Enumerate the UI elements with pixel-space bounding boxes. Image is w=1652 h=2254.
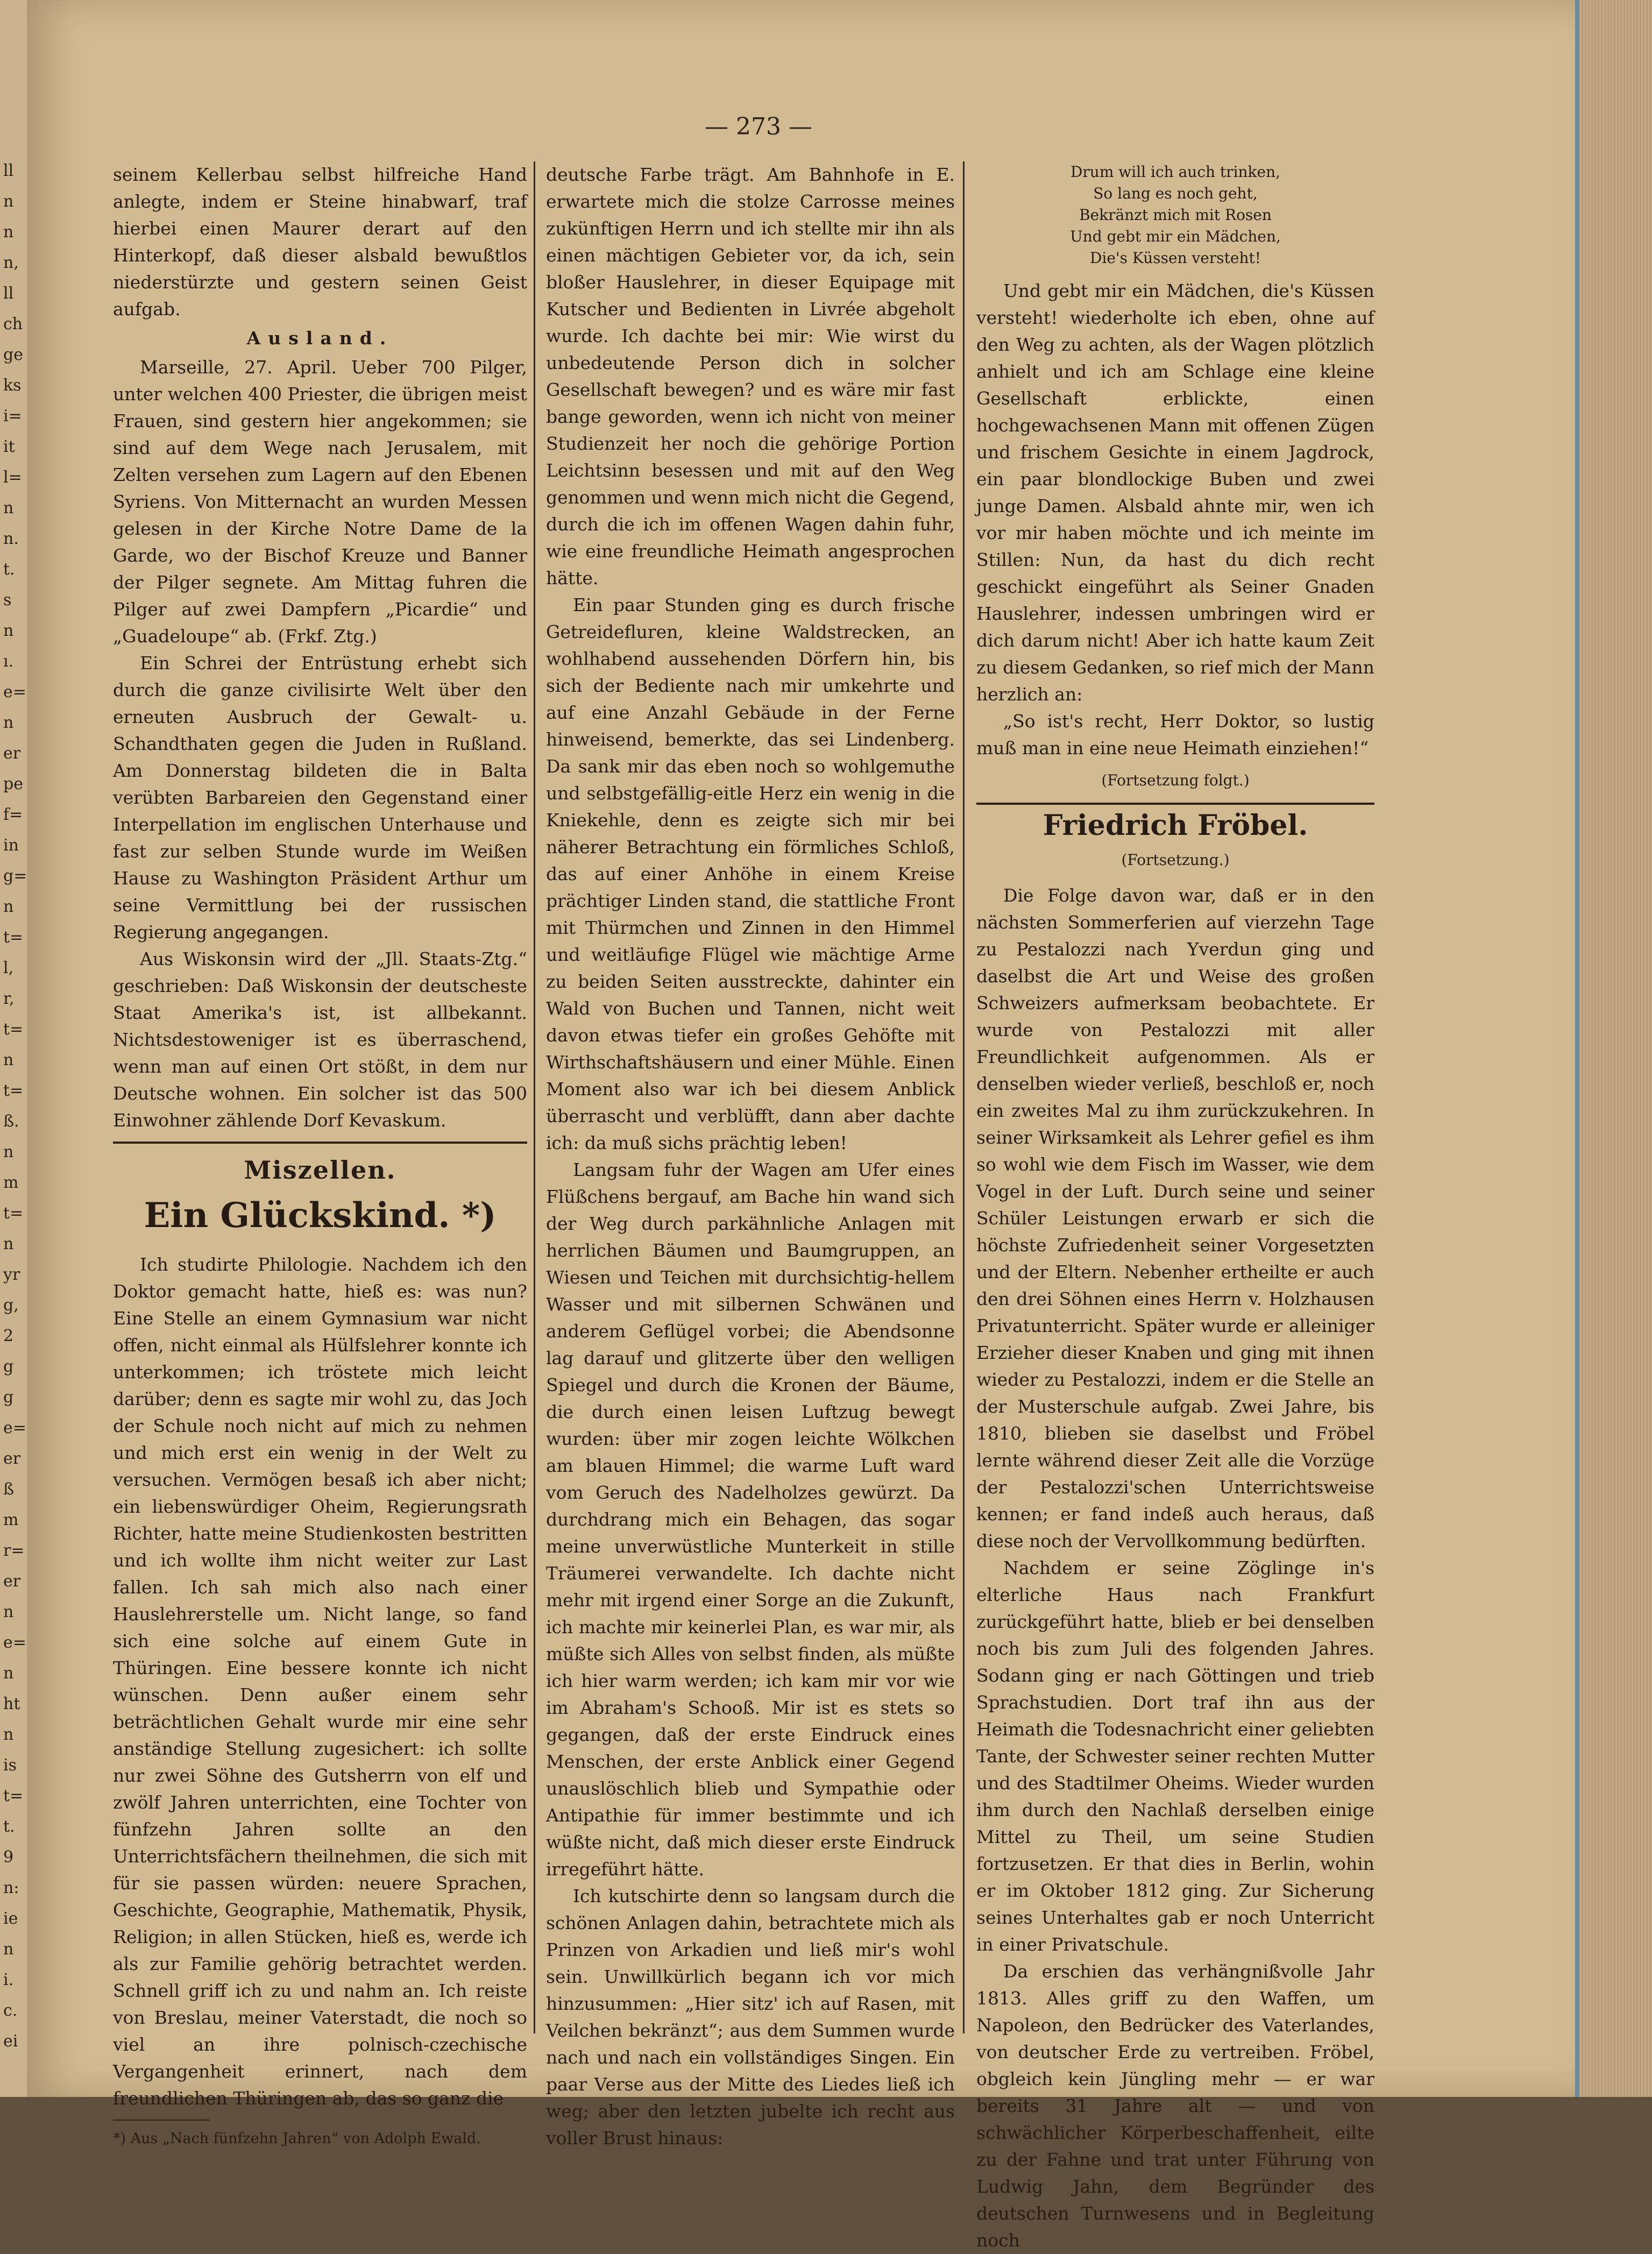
poem-line: Bekränzt mich mit Rosen [1079, 206, 1272, 224]
left-page-fragment: g [3, 1388, 14, 1407]
left-page-fragment: t= [3, 1081, 24, 1100]
left-page-fragment: n, [3, 253, 19, 272]
left-page-fragment: pe [3, 775, 23, 793]
left-page-fragment: g, [3, 1296, 19, 1315]
poem [976, 161, 1374, 269]
paragraph: seinem Kellerbau selbst hilfreiche Hand anlegte, indem er Steine hinabwarf, traf hierbei einen Maurer derart auf den Hinterkopf, daß dieser alsbald bewußtlos niederstürzte und gestern seinen Geist aufgab. [113, 164, 527, 320]
left-page-fragment: er [3, 1572, 21, 1591]
left-page-fragment: t= [3, 1787, 24, 1805]
left-page-fragment: m [3, 1511, 19, 1529]
column-divider [534, 161, 535, 2033]
left-page-fragment: l, [3, 959, 14, 977]
paragraph: Aus Wiskonsin wird der „Jll. Staats-Ztg.“ geschrieben: Daß Wiskonsin der deutscheste Staat Amerika's ist, ist allbekannt. Nichtsdestoweniger ist es überraschend, wenn man auf einen Ort stößt, in dem nur Deutsche wohnen. Ein solcher ist das 500 Einwohner zählende Dorf Kevaskum. [113, 948, 527, 1131]
left-page-fragment: yr [3, 1265, 20, 1284]
left-page-fragment: n: [3, 1879, 19, 1897]
left-page-fragment: g [3, 1357, 14, 1376]
left-page-fragment: i. [3, 1971, 14, 1989]
left-page-fragment: n. [3, 529, 19, 548]
paragraph: Ein paar Stunden ging es durch frische Getreidefluren, kleine Waldstrecken, an wohlhabend aussehenden Dörfern hin, bis sich der Bediente nach mir umkehrte und auf eine Anzahl Gebäude in der Ferne hinweisend, bemerkte, das sei Lindenberg. Da sank mir das eben noch so wohlgemuthe und selbstgefällig-eitle Herz ein wenig in die Kniekehle, denn es zeigte sich mir bei näherer Betrachtung ein förmliches Schloß, das auf einer Anhöhe in einem Kreise prächtiger Linden stand, die stattliche Front mit Thürmchen und Zinnen in den Himmel und weitläufige Flügel wie mächtige Arme zu beiden Seiten ausstreckte, dahinter ein Wald von Buchen und Tannen, nicht weit davon etwas tiefer ein großes Gehöfte mit Wirthschaftshäusern und einer Mühle. Einen Moment also war ich bei diesem Anblick überrascht und verblüfft, dann aber dachte ich: da muß sichs prächtig leben! [546, 594, 955, 1153]
left-page-fragment: n [3, 1940, 14, 1959]
left-page-fragment: 9 [3, 1848, 14, 1867]
left-page-fragment: n [3, 1725, 14, 1744]
left-page-fragment: ie [3, 1909, 18, 1928]
poem-line: Die's Küssen versteht! [1089, 249, 1261, 267]
paragraph: Ich kutschirte denn so langsam durch die schönen Anlagen dahin, betrachtete mich als Prinzen von Arkadien und ließ mir's wohl sein. Unwillkürlich begann ich vor mich hinzusummen: „Hier sitz' ich auf Rasen, mit Veilchen bekränzt“; aus dem Summen wurde nach und nach ein vollständiges Singen. Ein paar Verse aus der Mitte des Liedes ließ ich weg; aber den letzten jubelte ich recht aus voller Brust hinaus: [546, 1886, 955, 2149]
left-page-fragment: ll [3, 161, 14, 180]
left-page-fragment: it [3, 437, 15, 456]
left-page-fragment: ht [3, 1695, 20, 1713]
left-page-fragment: n [3, 897, 14, 916]
column-divider [963, 161, 965, 2033]
poem-line: Und gebt mir ein Mädchen, [1070, 228, 1281, 245]
left-page-fragment: in [3, 836, 19, 855]
paragraph: deutsche Farbe trägt. Am Bahnhofe in E. erwartete mich die stolze Carrosse meines zukünftigen Herrn und ich stellte mir ihn als einen mächtigen Gebieter vor, da ich, sein bloßer Hauslehrer, in dieser Equipage mit Kutscher und Bedienten in Livrée abgeholt wurde. Ich dachte bei mir: Wie wirst du unbedeutende Person dich in solcher Gesellschaft bewegen? und es wäre mir fast bange geworden, wenn ich nicht von meiner Studienzeit her noch die gehörige Portion Leichtsinn besessen und mit auf den Weg genommen und wenn mich nicht die Gegend, durch die ich im offenen Wagen dahin fuhr, wie eine freundliche Heimath angesprochen hätte. [546, 164, 955, 589]
left-page-fragment: ch [3, 315, 23, 334]
left-page-fragment: f= [3, 805, 23, 824]
left-page-fragment: t. [3, 1817, 15, 1836]
heading-ausland: Ausland. [246, 328, 394, 349]
left-page-fragment: er [3, 744, 21, 763]
poem-line: Drum will ich auch trinken, [1070, 163, 1281, 181]
left-page-fragment: e= [3, 1419, 26, 1437]
section-divider [113, 1142, 527, 1144]
left-page-fragment: n [3, 192, 14, 211]
left-page-fragment: l= [3, 468, 22, 487]
left-page-fragment: is [3, 1756, 17, 1775]
left-page-fragment: g= [3, 867, 27, 885]
left-page-fragment: r, [3, 989, 15, 1008]
left-page-fragment: i= [3, 407, 22, 426]
story-title: Ein Glückskind. *) [144, 1195, 497, 1236]
left-page-fragment: n [3, 499, 14, 518]
left-page-fragment: n [3, 223, 14, 242]
poem-line: So lang es noch geht, [1093, 185, 1258, 202]
left-page-fragment: n [3, 1664, 14, 1683]
left-page-fragment: n [3, 621, 14, 640]
left-page-fragment: n [3, 713, 14, 732]
left-page-fragment: c. [3, 2001, 18, 2020]
page-number: — 273 — [705, 113, 812, 140]
left-page-fragment: n [3, 1051, 14, 1069]
continued-note: (Fortsetzung folgt.) [1101, 771, 1250, 789]
left-page-fragment: ß. [3, 1112, 19, 1131]
footnote: *) Aus „Nach fünfzehn Jahren“ von Adolph Ewald. [113, 2130, 481, 2147]
left-page-fragment: r= [3, 1541, 25, 1560]
column-1 [113, 161, 527, 2150]
left-page-edge [0, 0, 27, 2097]
paragraph: Die Folge davon war, daß er in den nächsten Sommerferien auf vierzehn Tage zu Pestalozzi nach Yverdun ging und daselbst die Art und Weise des großen Schweizers aufmerksam beobachtete. Er wurde von Pestalozzi mit aller Freundlichkeit aufgenommen. Als er denselben wieder verließ, beschloß er, noch ein zweites Mal zu ihm zurückzukehren. In seiner Wirksamkeit als Lehrer gefiel es ihm so wohl wie dem Fisch im Wasser, wie dem Vogel in der Luft. Durch seine und seiner Schüler Leistungen erwarb er sich die höchste Zufriedenheit seiner Vorgesetzten und der Eltern. Nebenher ertheilte er auch den drei Söhnen eines Herrn v. Holzhausen Privatunterricht. Später wurde er alleiniger Erzieher dieser Knaben und ging mit ihnen wieder zu Pestalozzi, indem er die Stelle an der Musterschule aufgab. Zwei Jahre, bis 1810, blieben sie daselbst und Fröbel lernte während dieser Zeit alle die Vorzüge der Pestalozzi'schen Unterrichtsweise kennen; er fand indeß auch heraus, daß diese noch der Vervollkommung bedürften. [976, 885, 1374, 1551]
left-page-fragment: e= [3, 683, 26, 701]
section-divider [976, 803, 1374, 805]
article-title: Friedrich Fröbel. [1043, 809, 1308, 842]
left-page-fragment: t= [3, 1204, 24, 1223]
left-page-fragment: s [3, 591, 12, 609]
book-edge [1575, 0, 1652, 2097]
left-page-fragment: m [3, 1173, 19, 1192]
left-page-fragment: ı. [3, 652, 14, 671]
newspaper-page [27, 0, 1576, 2251]
column-2 [546, 161, 955, 2152]
paragraph: Und gebt mir ein Mädchen, die's Küssen versteht! wiederholte ich eben, ohne auf den Weg zu achten, als der Wagen plötzlich anhielt und ich am Schlage eine kleine Gesellschaft erblickte, einen hochgewachsenen Mann mit offenen Zügen und frischem Gesichte in einem Jagdrock, ein paar blondlockige Buben und zwei junge Damen. Alsbald ahnte mir, wen ich vor mir haben möchte und ich meinte im Stillen: Nun, da hast du dich recht geschickt eingeführt als Seiner Gnaden Hauslehrer, indessen umbringen wird er dich darum nicht! Aber ich hatte kaum Zeit zu diesem Gedanken, so rief mich der Mann herzlich an: [976, 280, 1374, 705]
column-3 [976, 161, 1374, 2254]
left-page-fragment: ei [3, 2032, 18, 2051]
left-page-fragment: er [3, 1449, 21, 1468]
left-page-fragment: ge [3, 345, 23, 364]
left-page-fragment: n [3, 1603, 14, 1621]
left-page-fragment: n [3, 1235, 14, 1253]
paragraph: Langsam fuhr der Wagen am Ufer eines Flüßchens bergauf, am Bache hin wand sich der Weg durch parkähnliche Anlagen mit herrlichen Bäumen und Baumgruppen, an Wiesen und Teichen mit durchsichtig-hellem Wasser und mit silbernen Schwänen und anderem Geflügel vorbei; die Abendsonne lag darauf und glitzerte über den welligen Spiegel und durch die Kronen der Bäume, die durch einen leisen Luftzug bewegt wurden: über mir zogen leichte Wölkchen am blauen Himmel; die warme Luft ward vom Geruch des Nadelholzes gewürzt. Da durchdrang mich ein Behagen, das sogar meine unverwüstliche Munterkeit in stille Träumerei verwandelte. Ich dachte nicht mehr mit irgend einer Sorge an die Zukunft, ich machte mir keinerlei Plan, es war mir, als müßte sich Alles von selbst finden, als müßte ich hier warm werden; ich kam mir vor wie im Abraham's Schooß. Mir ist es stets so gegangen, daß der erste Eindruck eines Menschen, der erste Anblick einer Gegend unauslöschlich blieb und Sympathie oder Antipathie für immer bestimmte und ich wüßte nicht, daß mich dieser erste Eindruck irregeführt hätte. [546, 1159, 955, 1880]
paragraph: Nachdem er seine Zöglinge in's elterliche Haus nach Frankfurt zurückgeführt hatte, blieb er bei denselben noch bis zum Juli des folgenden Jahres. Sodann ging er nach Göttingen und trieb Sprachstudien. Dort traf ihn aus der Heimath die Todesnachricht einer geliebten Tante, der Schwester seiner rechten Mutter und des Stadtilmer Oheims. Wieder wurden ihm durch den Nachlaß derselben einige Mittel zu Theil, um seine Studien fortzusetzen. Er that dies in Berlin, wohin er im Oktober 1812 ging. Zur Sicherung seines Unterhaltes gab er noch Unterricht in einer Privatschule. [976, 1557, 1374, 1955]
left-page-fragment: t= [3, 1020, 24, 1039]
left-page-fragment: 2 [3, 1327, 14, 1345]
article-subtitle: (Fortsetzung.) [1121, 851, 1230, 869]
left-page-fragment: ks [3, 376, 22, 395]
footnote-divider [113, 2120, 210, 2121]
paragraph: Marseille, 27. April. Ueber 700 Pilger, unter welchen 400 Priester, die übrigen meist Frauen, sind gestern hier angekommen; sie sind auf dem Wege nach Jerusalem, mit Zelten versehen zum Lagern auf den Ebenen Syriens. Von Mitternacht an wurden Messen gelesen in der Kirche Notre Dame de la Garde, wo der Bischof Kreuze und Banner der Pilger segnete. Am Mittag fuhren die Pilger auf zwei Dampfern „Picardie“ und „Guadeloupe“ ab. (Frkf. Ztg.) [113, 357, 527, 647]
paragraph: Ich studirte Philologie. Nachdem ich den Doktor gemacht hatte, hieß es: was nun? Eine Stelle an einem Gymnasium war nicht offen, nicht einmal als Hülfslehrer konnte ich unterkommen; ich tröstete mich leicht darüber; denn es sagte mir wohl zu, das Joch der Schule noch nicht auf mich zu nehmen und mich erst ein wenig in der Welt zu versuchen. Vermögen besaß ich aber nicht; ein liebenswürdiger Oheim, Regierungsrath Richter, hatte meine Studienkosten bestritten und ich wollte ihm nicht weiter zur Last fallen. Ich sah mich also nach einer Hauslehrerstelle um. Nicht lange, so fand sich eine solche auf einem Gute in Thüringen. Eine bessere konnte ich nicht wünschen. Denn außer einem sehr beträchtlichen Gehalt wurde mir eine sehr anständige Stellung zugesichert: ich sollte nur zwei Söhne des Gutsherrn von elf und zwölf Jahren unterrichten, eine Tochter von fünfzehn Jahren sollte an den Unterrichtsfächern theilnehmen, die sich mit für sie passen würden: neuere Sprachen, Geschichte, Geographie, Mathematik, Physik, Religion; in allen Stücken, hieß es, werde ich als zur Familie gehörig betrachtet werden. Schnell griff ich zu und nahm an. Ich reiste von Breslau, meiner Vaterstadt, die noch so viel an ihre polnisch-czechische Vergangenheit erinnert, nach dem freundlichen Thüringen ab, das so ganz die [113, 1254, 527, 2109]
left-page-fragment: ß [3, 1480, 15, 1499]
paragraph: Ein Schrei der Entrüstung erhebt sich durch die ganze civilisirte Welt über den erneuten Ausbruch der Gewalt- u. Schandthaten gegen die Juden in Rußland. Am Donnerstag bildeten die in Balta verübten Barbareien den Gegenstand einer Interpellation im englischen Unterhause und fast zur selben Stunde wurde im Weißen Hause zu Washington Präsident Arthur um seine Vermittlung bei der russischen Regierung angegangen. [113, 653, 527, 942]
paragraph: „So ist's recht, Herr Doktor, so lustig muß man in eine neue Heimath einziehen!“ [976, 711, 1374, 759]
left-page-fragment: ll [3, 284, 14, 303]
paragraph: Da erschien das verhängnißvolle Jahr 1813. Alles griff zu den Waffen, um Napoleon, den Bedrücker des Vaterlandes, von deutscher Erde zu vertreiben. Fröbel, obgleich kein Jüngling mehr — er war bereits 31 Jahre alt — und von schwächlicher Körperbeschaffenheit, eilte zu der Fahne und trat unter Führung von Ludwig Jahn, dem Begründer des deutschen Turnwesens und in Begleitung noch [976, 1961, 1374, 2251]
left-page-fragment: t. [3, 560, 15, 579]
left-page-fragment: n [3, 1143, 14, 1161]
section-title: Miszellen. [244, 1156, 396, 1185]
left-page-fragment: e= [3, 1633, 26, 1652]
left-page-fragment: t= [3, 928, 24, 947]
